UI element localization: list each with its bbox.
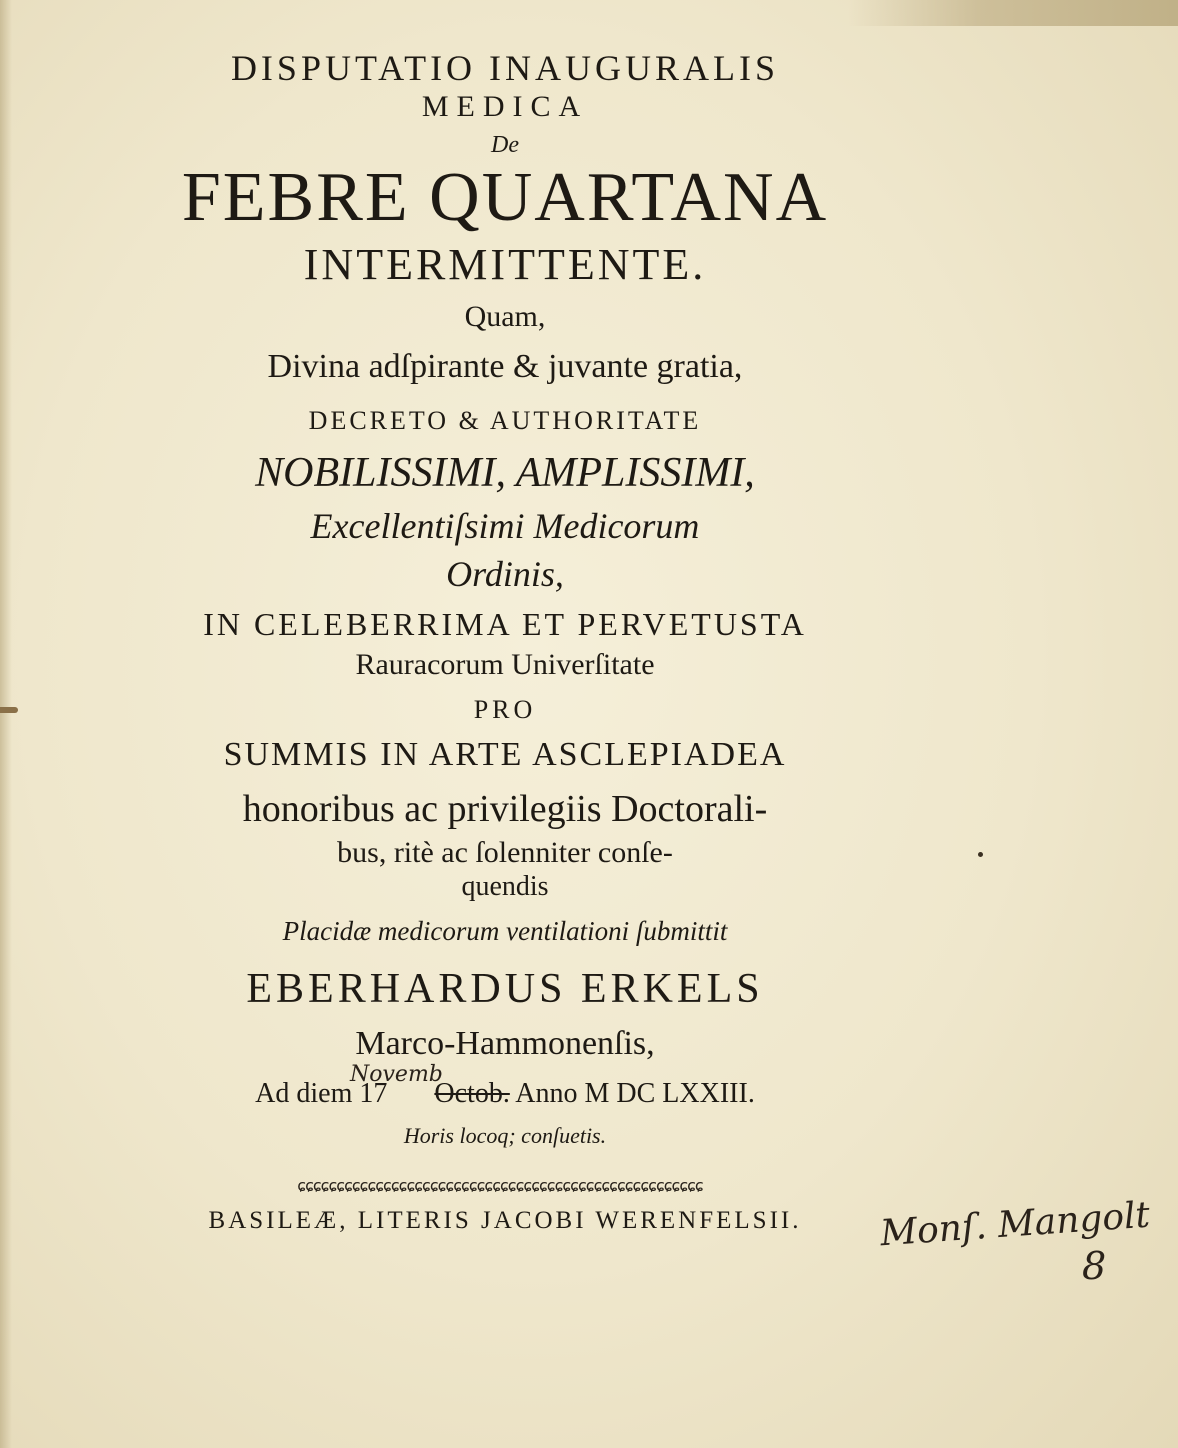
text-summis: SUMMIS IN ARTE ASCLEPIADEA [223, 736, 787, 773]
heading-medica: MEDICA [421, 90, 589, 123]
text-in-celeberrima: IN CELEBERRIMA ET PERVETUSTA [203, 606, 807, 642]
text-divina: Divina adſpirante & juvante gratia, [267, 348, 743, 385]
author-name: EBERHARDUS ERKELS [246, 966, 764, 1012]
text-placidae: Placidæ medicorum ventilationi ſubmittit [282, 916, 728, 946]
paper-stain [848, 0, 1178, 26]
text-ordinis: Ordinis, [446, 554, 564, 594]
text-honoribus: honoribus ac privilegiis Doctorali- [242, 788, 768, 830]
text-quendis: quendis [461, 871, 549, 902]
ornament-rule: ɕɕɕɕɕɕɕɕɕɕɕɕɕɕɕɕɕɕɕɕɕɕɕɕɕɕɕɕɕɕɕɕɕɕɕɕɕɕɕɕɕɕɕɕɕɕɕɕɕɕɕɕ [297, 1176, 703, 1195]
imprint: BASILEÆ, LITERIS JACOBI WERENFELSII. [208, 1207, 802, 1234]
date-prefix: Ad diem 17 [255, 1078, 388, 1109]
text-rauracorum: Rauracorum Univerſitate [355, 648, 655, 681]
text-decreto: DECRETO & AUTHORITATE [308, 406, 702, 435]
heading-disputatio: DISPUTATIO INAUGURALIS [230, 48, 780, 88]
author-origin: Marco-Hammonenſis, [355, 1025, 655, 1062]
text-quam: Quam, [464, 300, 546, 333]
subtitle: INTERMITTENTE. [303, 240, 707, 289]
handwritten-correction: Novemb [350, 1062, 443, 1087]
text-nobilissimi: NOBILISSIMI, AMPLISSIMI, [255, 450, 755, 496]
heading-de: De [491, 132, 519, 158]
date-year: Anno M DC LXXIII. [515, 1078, 755, 1109]
text-horis: Horis locoq; conſuetis. [403, 1123, 607, 1148]
date-line [0, 1080, 1010, 1108]
main-title: FEBRE QUARTANA [181, 159, 829, 236]
signature-mark: 8 [1082, 1244, 1107, 1288]
text-excellentissimi: Excellentiſsimi Medicorum [310, 506, 700, 546]
text-pro: PRO [473, 695, 537, 724]
date-month-struck: Octob. [434, 1078, 510, 1109]
text-bus-rite: bus, ritè ac ſolenniter conſe- [337, 836, 673, 869]
signature: Monſ. Mangolt [878, 1194, 1152, 1255]
